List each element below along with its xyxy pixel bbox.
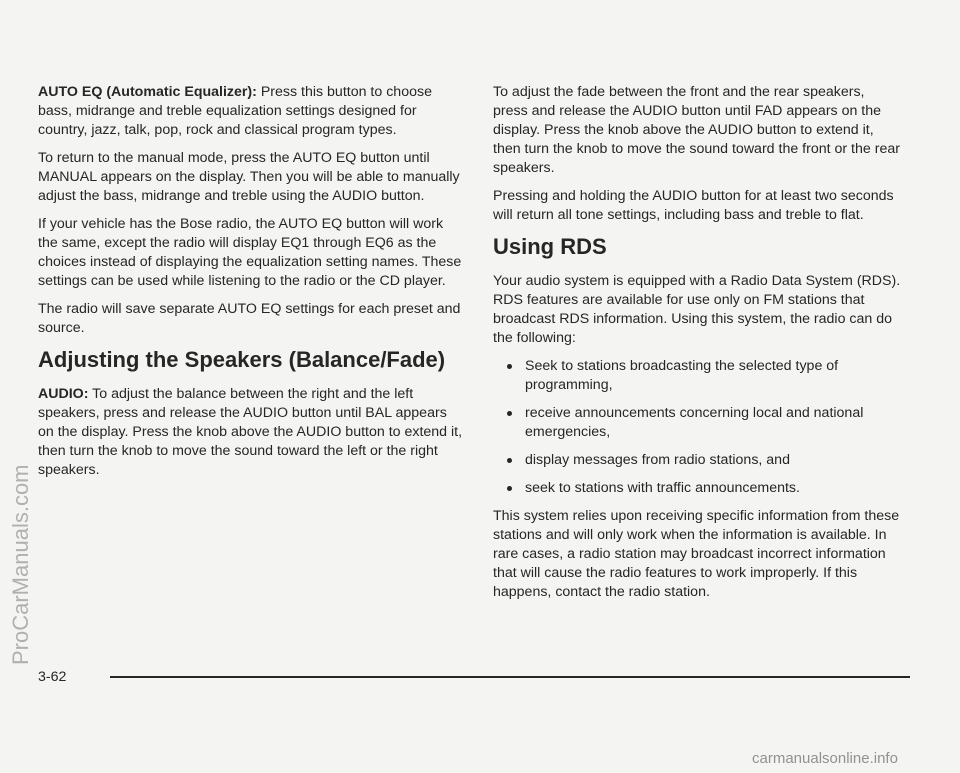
footer-rule (110, 676, 910, 678)
fade-paragraph: To adjust the fade between the front and the rear speakers, press and release the AUDIO button until FAD appears on the display. Press the knob above the AUDIO button to extend it, then turn the knob to move the sound toward the front or the rear speakers. (493, 84, 900, 176)
bullet-icon (507, 486, 512, 491)
bullet-icon (507, 458, 512, 463)
rds-feature-list (493, 357, 903, 498)
auto-eq-label: AUTO EQ (Automatic Equalizer): (38, 84, 257, 100)
bottom-watermark: carmanualsonline.info (752, 750, 898, 767)
bullet-icon (507, 411, 512, 416)
rds-caveat-paragraph: This system relies upon receiving specific information from these stations and will only work when the information is available. In rare cases, a radio station may broadcast incorrect information that will cause the radio features to work improperly. If this happens, contact the radio station. (493, 508, 900, 600)
speakers-heading: Adjusting the Speakers (Balance/Fade) (38, 347, 446, 372)
list-item: seek to stations with traffic announcements. (493, 479, 903, 498)
rds-intro-paragraph: Your audio system is equipped with a Radio Data System (RDS). RDS features are available for use only on FM stations that broadcast RDS information. Using this system, the radio can do the following: (493, 273, 901, 346)
right-column (493, 83, 903, 611)
vertical-watermark-text: ProCarManuals.com (8, 464, 33, 665)
rds-heading: Using RDS (493, 234, 607, 259)
audio-balance-paragraph (38, 385, 466, 480)
audio-label: AUDIO: (38, 386, 89, 402)
list-item: display messages from radio stations, and (493, 451, 903, 470)
list-item: Seek to stations broadcasting the selected type of programming, (493, 357, 903, 395)
vertical-watermark (8, 265, 32, 665)
left-column (38, 83, 466, 489)
page-number: 3-62 (38, 669, 67, 685)
flat-tone-paragraph: Pressing and holding the AUDIO button for at least two seconds will return all tone settings, including bass and treble to flat. (493, 188, 894, 223)
list-item: receive announcements concerning local and national emergencies, (493, 404, 903, 442)
auto-eq-text: Press this button to choose bass, midrange and treble equalization settings designed for country, jazz, talk, pop, rock and classical program types. (38, 84, 432, 138)
bose-radio-paragraph: If your vehicle has the Bose radio, the AUTO EQ button will work the same, except the radio will display EQ1 through EQ6 as the choices instead of displaying the equalization setting names. These settings can be used while listening to the radio or the CD player. (38, 216, 462, 289)
audio-balance-text: To adjust the balance between the right and the left speakers, press and release the AUDIO button until BAL appears on the display. Press the knob above the AUDIO button to extend it, then turn the knob to move the sound toward the left or the right speakers. (38, 386, 463, 478)
bullet-icon (507, 364, 512, 369)
preset-paragraph: The radio will save separate AUTO EQ settings for each preset and source. (38, 301, 461, 336)
manual-mode-paragraph: To return to the manual mode, press the AUTO EQ button until MANUAL appears on the display. Then you will be able to manually adjust the bass, midrange and treble using the AUDIO button. (38, 150, 460, 204)
auto-eq-paragraph (38, 83, 466, 140)
